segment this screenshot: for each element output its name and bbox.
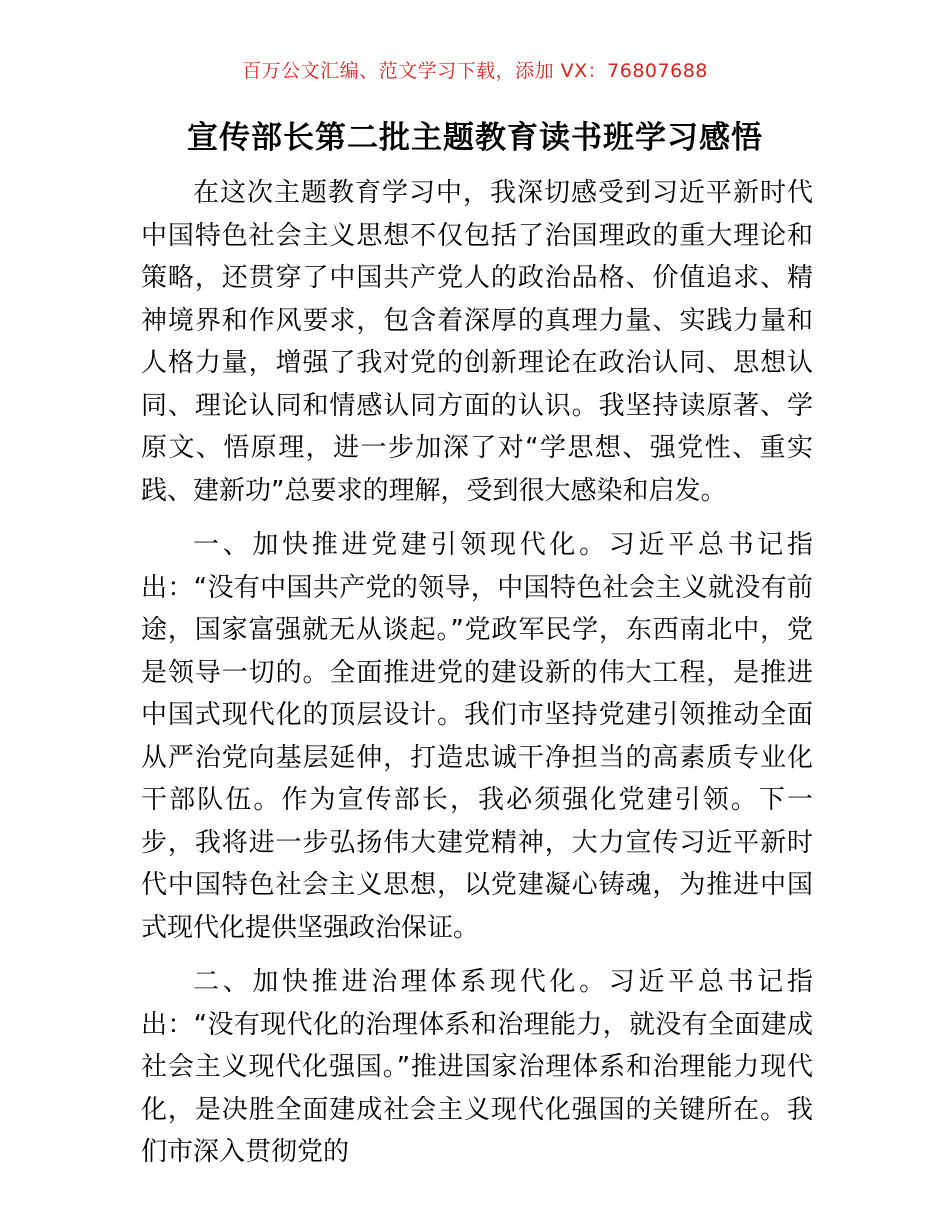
header-banner: 百万公文汇编、范文学习下载，添加 VX：76807688 bbox=[242, 60, 708, 82]
document-body bbox=[141, 172, 813, 1174]
document-title: 宣传部长第二批主题教育读书班学习感悟 bbox=[187, 120, 763, 156]
paragraph-section-1: 一、加快推进党建引领现代化。习近平总书记指出：“没有中国共产党的领导，中国特色社会主义就没有前途，国家富强就无从谈起。”党政军民学，东西南北中，党是领导一切的。全面推进党的建设新的伟大工程，是推进中国式现代化的顶层设计。我们市坚持党建引领推动全面从严治党向基层延伸，打造忠诚干净担当的高素质专业化干部队伍。作为宣传部长，我必须强化党建引领。下一步，我将进一步弘扬伟大建党精神，大力宣传习近平新时代中国特色社会主义思想，以党建凝心铸魂，为推进中国式现代化提供坚强政治保证。 bbox=[141, 530, 813, 943]
paragraph-section-2: 二、加快推进治理体系现代化。习近平总书记指出：“没有现代化的治理体系和治理能力，就没有全面建成社会主义现代化强国。”推进国家治理体系和治理能力现代化，是决胜全面建成社会主义现代化强国的关键所在。我们市深入贯彻党的 bbox=[141, 967, 813, 1167]
paragraph-intro: 在这次主题教育学习中，我深切感受到习近平新时代中国特色社会主义思想不仅包括了治国理政的重大理论和策略，还贯穿了中国共产党人的政治品格、价值追求、精神境界和作风要求，包含着深厚的真理力量、实践力量和人格力量，增强了我对党的创新理论在政治认同、思想认同、理论认同和情感认同方面的认识。我坚持读原著、学原文、悟原理，进一步加深了对“学思想、强党性、重实践、建新功”总要求的理解，受到很大感染和启发。 bbox=[141, 178, 813, 506]
